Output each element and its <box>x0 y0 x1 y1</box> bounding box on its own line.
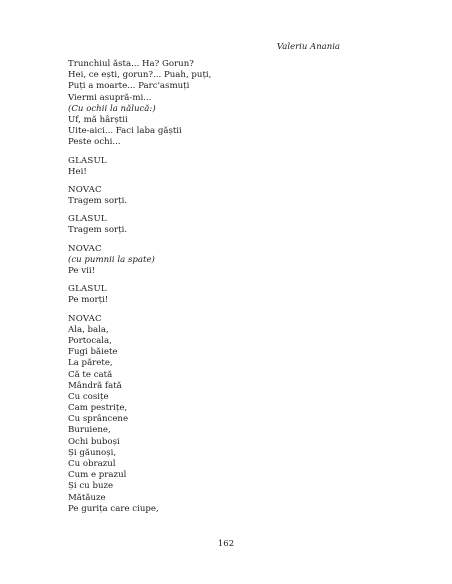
page-number: 162 <box>217 539 235 549</box>
dialogue-exchange <box>68 314 358 515</box>
play-text <box>68 59 358 515</box>
verse-line: La părete, <box>68 358 113 369</box>
dialogue-exchange <box>68 185 358 207</box>
dialogue-exchange <box>68 214 358 236</box>
verse-line: Tragem sorți. <box>68 225 128 236</box>
verse-line: Cum e prazul <box>68 470 127 481</box>
verse-line: Buruiene, <box>68 425 111 436</box>
verse-line: Pe gurița care ciupe, <box>68 503 159 514</box>
verse-line: Și găunoși, <box>68 447 117 458</box>
speaker-name: NOVAC <box>68 243 102 254</box>
verse-line: Mândră fată <box>68 380 122 391</box>
running-header-author: Valeriu Anania <box>276 42 340 52</box>
verse-line: Pe morți! <box>68 295 109 306</box>
verse-line: Și cu buze <box>68 481 114 492</box>
verse-line: Tragem sorți. <box>68 196 128 207</box>
verse-line: Uf, mă hârștii <box>68 114 128 125</box>
verse-line: Ochi buboși <box>68 436 120 447</box>
speaker-name: GLASUL <box>68 284 107 295</box>
verse-line: Ala, bala, <box>68 324 109 335</box>
verse-line: Viermi asupră-mi... <box>68 92 152 103</box>
verse-line: Pe vii! <box>68 266 96 276</box>
speaker-name: GLASUL <box>68 155 107 166</box>
verse-line: Hei! <box>68 166 87 177</box>
verse-line: Puți a moarte... Parc'asmuți <box>68 81 190 92</box>
verse-line: Cu cosițe <box>68 391 109 402</box>
stage-direction: (cu pumnii la spate) <box>68 254 155 265</box>
speaker-name: NOVAC <box>68 313 102 324</box>
dialogue-exchange <box>68 284 358 306</box>
verse-line: Hei, ce ești, gorun?... Puah, puți, <box>68 70 212 81</box>
dialogue-exchange <box>68 244 358 278</box>
speaker-name: NOVAC <box>68 184 102 195</box>
verse-line: Portocala, <box>68 335 112 346</box>
verse-line: Cu obrazul <box>68 459 116 469</box>
verse-line: Că te cată <box>68 369 113 380</box>
verse-line: Mătăuze <box>68 492 106 503</box>
verse-line: Peste ochi... <box>68 137 121 148</box>
dialogue-exchange <box>68 156 358 178</box>
verse-line: Trunchiul ăsta... Ha? Gorun? <box>68 59 194 69</box>
verse-line: Uite-aici... Faci laba găștii <box>68 126 182 137</box>
speaker-name: GLASUL <box>68 214 107 225</box>
verse-line: Cu sprâncene <box>68 414 129 425</box>
verse-line: Cam pestrițe, <box>68 403 128 414</box>
verse-line: Fugi băiete <box>68 347 118 358</box>
opening-passage <box>68 59 358 149</box>
stage-direction: (Cu ochii la nălucă:) <box>68 103 156 114</box>
